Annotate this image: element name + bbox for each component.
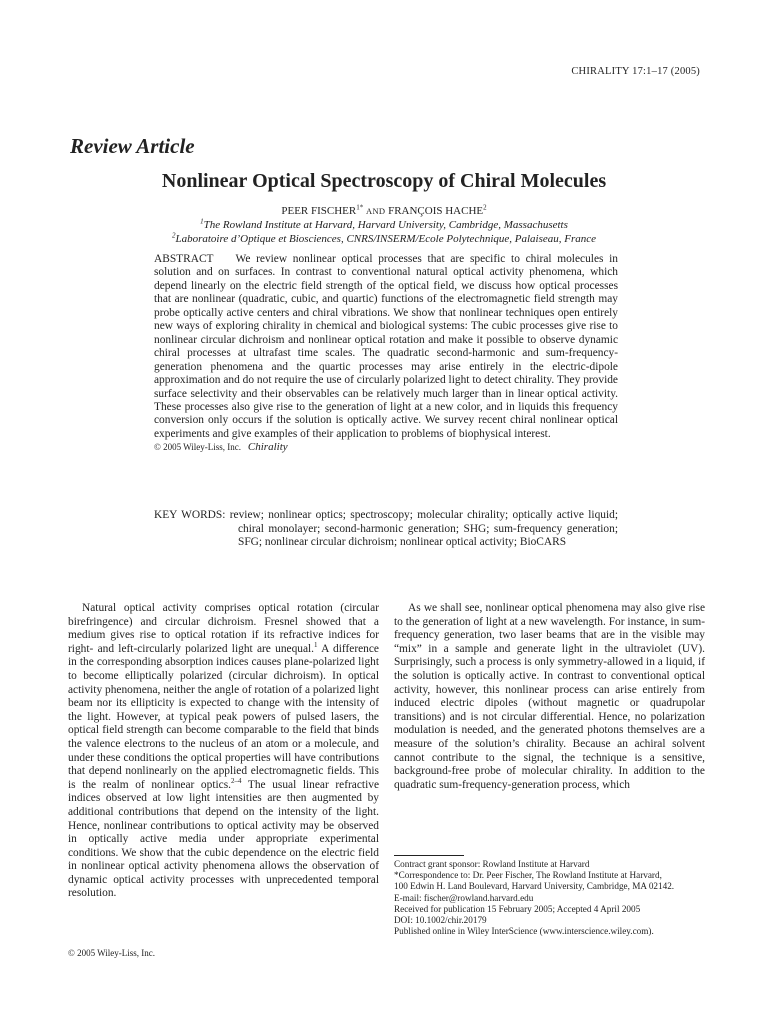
footnote-address: 100 Edwin H. Land Boulevard, Harvard University, Cambridge, MA 02142. — [394, 881, 675, 892]
reference-mark: 1 — [314, 640, 318, 649]
keywords — [154, 509, 618, 550]
abstract-label: ABSTRACT — [154, 253, 214, 265]
body-text: The usual linear refractive indices observed at low light intensities are then augmented by additional contributions that depend on the intensity of the light. Hence, nonlinear contributions to optical activity may be observed in optically active media under appropriate experimental conditions. We show that the cubic dependence on the electric field in nonlinear optical activity phenomena allows the observation of dynamic optical activity processes with unprecedented temporal resolution. — [68, 778, 379, 900]
affiliation-1 — [0, 219, 768, 231]
footnotes — [394, 859, 712, 937]
body-column-right — [394, 602, 705, 792]
article-type: Review Article — [70, 134, 195, 158]
author-1: PEER FISCHER — [281, 205, 357, 217]
body-paragraph — [68, 602, 379, 901]
affiliation-2-mark: 2 — [171, 231, 176, 240]
affiliation-1-text: The Rowland Institute at Harvard, Harvard University, Cambridge, Massachusetts — [203, 219, 568, 231]
reference-mark: 2–4 — [231, 776, 242, 785]
body-text: A difference in the corresponding absorption indices causes plane-polarized light to become elliptically polarized (circular dichroism). In optical activity phenomena, neither the angle of rotation of a polarized light beam nor its ellipticity is expected to change with the intensity of the light. However, at typical peak powers of pulsed lasers, the optical field strength can become comparable to the field that binds the valence electrons to the nucleus of an atom or a molecule, and under these conditions the optical properties will have contributions that depend nonlinearly on the applied electromagnetic fields. This is the realm of nonlinear optics. — [68, 642, 379, 791]
author-line — [0, 205, 768, 217]
abstract-text: We review nonlinear optical processes that are specific to chiral molecules in solution and on surfaces. In contrast to conventional natural optical activity phenomena, which depend linearly on the electric field strength of the optical field, we discuss how optical processes that are nonlinear (quadratic, cubic, and quartic) functions of the electromagnetic field strength may probe optically active centers and chiral vibrations. We show that nonlinear techniques open entirely new ways of exploring chirality in chemical and biological systems: The cubic processes give rise to nonlinear circular dichroism and nonlinear optical rotation and make it possible to observe dynamic chiral processes at ultrafast time scales. The quadratic second-harmonic and sum-frequency-generation phenomena and the quartic processes may arise entirely in the electric-dipole approximation and do not require the use of circularly polarized light to detect chirality. They provide surface selectivity and their observables can be relatively much larger than in linear optical activity. These processes also give rise to the generation of light at a new color, and in liquids this frequency conversion only occurs if the solution is optically active. We survey recent chiral nonlinear optical experiments and give examples of their application to problems of biophysical interest. — [154, 253, 618, 440]
running-head: CHIRALITY 17:1–17 (2005) — [571, 66, 700, 77]
affiliation-2 — [0, 233, 768, 245]
abstract-copyright: © 2005 Wiley-Liss, Inc. — [154, 442, 242, 453]
abstract — [154, 253, 618, 455]
column-copyright: © 2005 Wiley-Liss, Inc. — [68, 948, 156, 958]
footnote-received: Received for publication 15 February 2005; Accepted 4 April 2005 — [394, 903, 641, 914]
footnote-sponsor: Contract grant sponsor: Rowland Institute at Harvard — [394, 859, 590, 869]
paper-title: Nonlinear Optical Spectroscopy of Chiral Molecules — [161, 170, 607, 192]
footnote-published: Published online in Wiley InterScience (www.interscience.wiley.com). — [394, 926, 654, 937]
author-2-marks: 2 — [483, 203, 487, 212]
affiliation-1-mark: 1 — [200, 217, 204, 226]
footnote-rule — [394, 855, 464, 856]
body-text: Natural optical activity comprises optical rotation (circular birefringence) and circular dichroism. Fresnel showed that a medium gives rise to optical rotation if its refractive indices for right- and left-circularly polarized light are unequal. — [68, 602, 379, 655]
keywords-text: review; nonlinear optics; spectroscopy; molecular chirality; optically active liquid; chiral monolayer; second-harmonic generation; SHG; sum-frequency generation; SFG; nonlinear circular dichroism; nonlinear optical activity; BioCARS — [229, 509, 618, 549]
body-paragraph: As we shall see, nonlinear optical phenomena may also give rise to the generation of light at a new wavelength. For instance, in sum-frequency generation, two laser beams that are in the visible may “mix” in a sample and generate light in the ultraviolet (UV). Surprisingly, such a process is only symmetry-allowed in a liquid, if the solution is optically active. In contrast to conventional optical activity, however, this nonlinear process can arise entirely from induced electric dipoles (without magnetic or quadrupolar transitions) and is not circular differential. Hence, no polarization modulation is needed, and the generated photons themselves are a measure of the solution’s chirality. Because an achiral solvent cannot contribute to the signal, the technique is a sensitive, background-free probe of molecular chirality. In addition to the quadratic sum-frequency-generation process, which — [394, 602, 705, 791]
footnote-email: E-mail: fischer@rowland.harvard.edu — [394, 892, 534, 903]
keywords-label: KEY WORDS: — [154, 509, 226, 521]
footnote-correspondence: *Correspondence to: Dr. Peer Fischer, The Rowland Institute at Harvard, — [394, 870, 662, 881]
author-1-marks: 1* — [356, 203, 364, 212]
author-2: FRANÇOIS HACHE — [388, 205, 484, 217]
abstract-journal: Chirality — [247, 441, 288, 454]
footnote-doi: DOI: 10.1002/chir.20179 — [394, 915, 487, 926]
affiliation-2-text: Laboratoire d’Optique et Biosciences, CNRS/INSERM/Ecole Polytechnique, Palaiseau, France — [175, 233, 597, 245]
body-column-left — [68, 602, 379, 901]
author-conjunction: AND — [366, 206, 386, 216]
